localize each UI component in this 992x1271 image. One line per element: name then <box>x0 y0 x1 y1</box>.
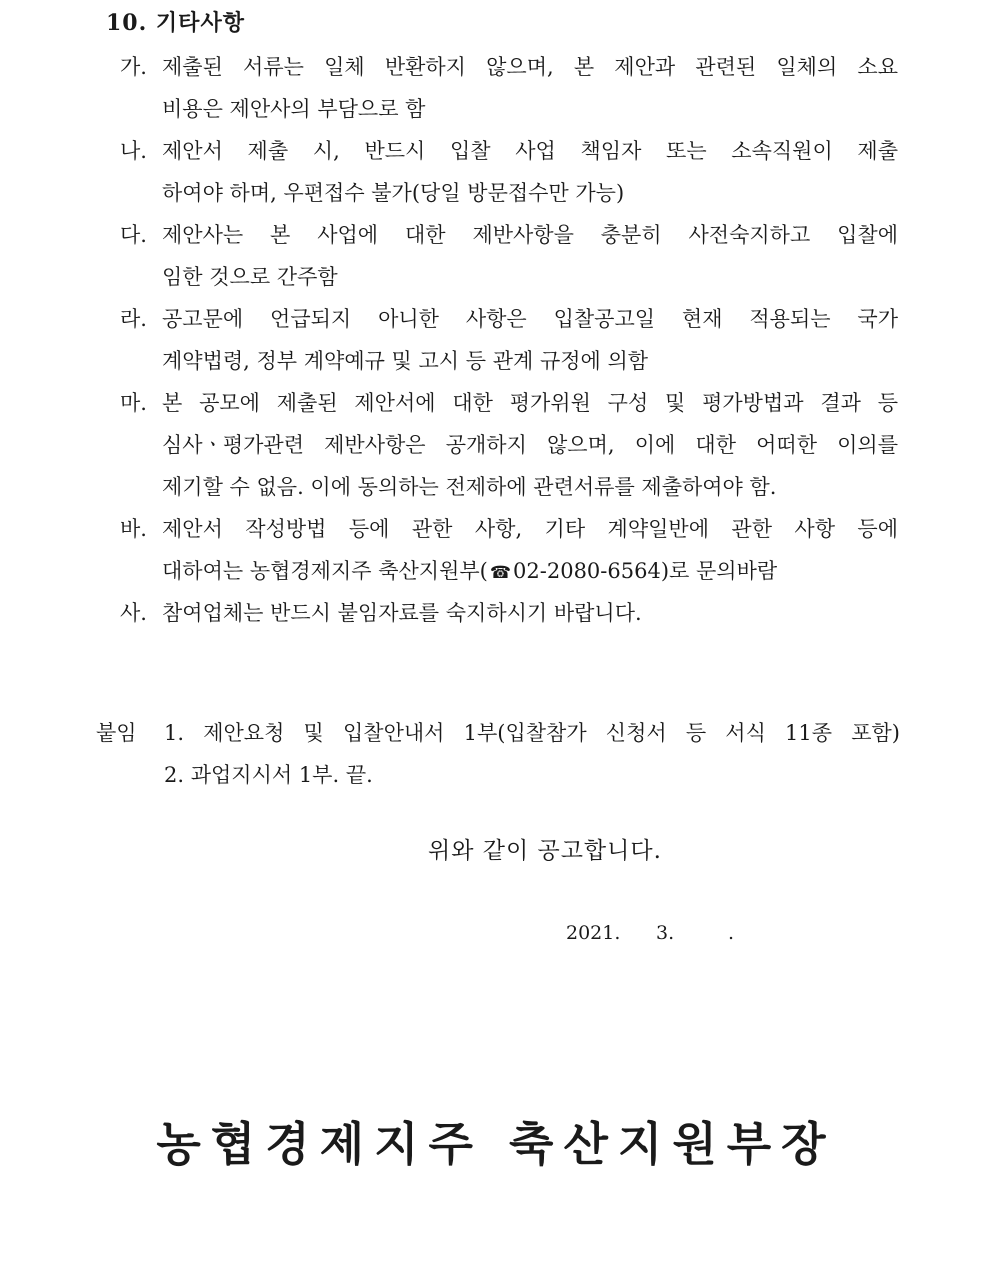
list-item-ra <box>120 298 898 382</box>
item-text: 공고문에 언급되지 아니한 사항은 입찰공고일 현재 적용되는 국가 <box>162 307 898 331</box>
list-item-sa <box>120 592 898 634</box>
phone-icon: ☎ <box>489 563 512 583</box>
item-text: 본 공모에 제출된 제안서에 대한 평가위원 구성 및 평가방법과 결과 등 <box>162 391 898 415</box>
contact-text-after: )로 문의바람 <box>660 559 778 583</box>
item-marker: 라. <box>120 307 147 331</box>
list-item-na <box>120 130 898 214</box>
attachment-list <box>96 712 900 796</box>
item-marker: 다. <box>120 223 147 247</box>
phone-number: 02-2080-6564 <box>513 559 661 583</box>
item-text: 하여야 하며, 우편접수 불가(당일 방문접수만 가능) <box>162 181 625 205</box>
attachment-entry: 1. 제안요청 및 입찰안내서 1부(입찰참가 신청서 등 서식 11종 포함) <box>164 721 900 745</box>
item-text: 제안사는 본 사업에 대한 제반사항을 충분히 사전숙지하고 입찰에 <box>162 223 898 247</box>
attachment-entry: 2. 과업지시서 1부. 끝. <box>164 763 373 787</box>
date-month: 3. <box>656 922 675 944</box>
item-marker: 가. <box>120 55 147 79</box>
date-year: 2021. <box>566 922 621 944</box>
item-text: 제안서 작성방법 등에 관한 사항, 기타 계약일반에 관한 사항 등에 <box>162 517 898 541</box>
list-item-ba <box>120 508 898 592</box>
contact-text-before: 대하여는 농협경제지주 축산지원부( <box>162 559 488 583</box>
section-title: 10. 기타사항 <box>106 10 245 36</box>
date-day: . <box>728 922 735 944</box>
list-item-da <box>120 214 898 298</box>
item-text: 비용은 제안사의 부담으로 함 <box>162 97 426 121</box>
announcement-date <box>566 922 734 944</box>
item-marker: 나. <box>120 139 147 163</box>
attachment-label: 붙임 <box>96 721 137 745</box>
issuer-signature: 농협경제지주 축산지원부장 <box>156 1117 836 1171</box>
item-marker: 마. <box>120 391 147 415</box>
item-text: 심사ㆍ평가관련 제반사항은 공개하지 않으며, 이에 대한 어떠한 이의를 <box>162 433 898 457</box>
item-marker: 바. <box>120 517 147 541</box>
list-item-ma <box>120 382 898 508</box>
item-text: 제기할 수 없음. 이에 동의하는 전제하에 관련서류를 제출하여야 함. <box>162 475 777 499</box>
list-item-ga <box>120 46 898 130</box>
item-text: 계약법령, 정부 계약예규 및 고시 등 관계 규정에 의함 <box>162 349 649 373</box>
item-text: 제출된 서류는 일체 반환하지 않으며, 본 제안과 관련된 일체의 소요 <box>162 55 898 79</box>
contact-line <box>162 550 898 592</box>
item-marker: 사. <box>120 601 147 625</box>
item-text: 참여업체는 반드시 붙임자료를 숙지하시기 바랍니다. <box>162 601 642 625</box>
item-text: 임한 것으로 간주함 <box>162 265 338 289</box>
closing-statement: 위와 같이 공고합니다. <box>428 838 662 864</box>
item-text: 제안서 제출 시, 반드시 입찰 사업 책임자 또는 소속직원이 제출 <box>162 139 898 163</box>
